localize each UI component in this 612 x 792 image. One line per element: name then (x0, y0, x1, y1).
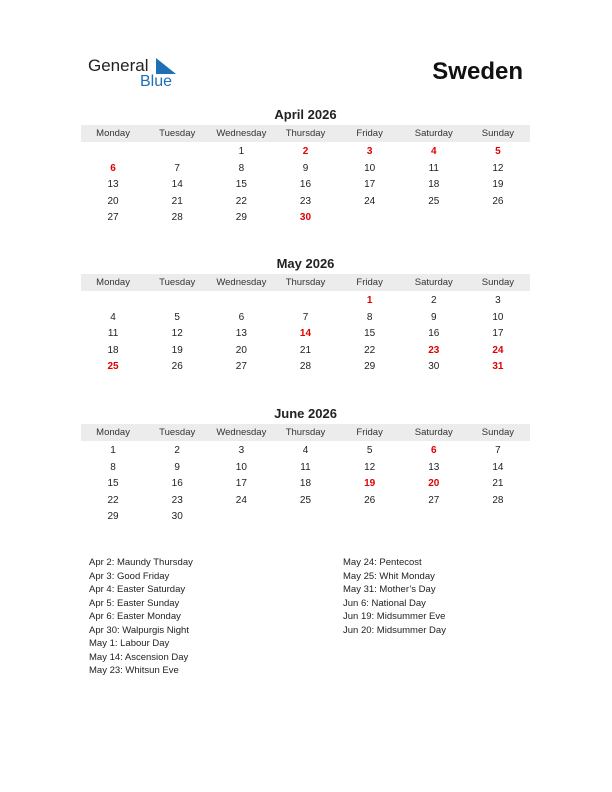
day-cell: 19 (492, 179, 504, 191)
day-cell: 16 (428, 328, 440, 340)
weekday-label: Wednesday (216, 128, 267, 139)
day-cell: 10 (235, 461, 247, 473)
holiday-item: Apr 30: Walpurgis Night (89, 624, 189, 636)
day-cell: 8 (238, 162, 245, 174)
generalblue-logo (88, 56, 188, 92)
day-cell: 17 (492, 328, 504, 340)
weekday-header (81, 125, 530, 142)
day-cell: 7 (174, 162, 180, 174)
day-cell: 25 (107, 361, 119, 373)
day-cell: 28 (299, 361, 312, 373)
day-cell: 18 (107, 344, 119, 356)
weekday-label: Saturday (414, 427, 453, 438)
day-cell: 23 (428, 344, 440, 356)
weekday-label: Monday (96, 128, 130, 139)
day-cell: 15 (107, 478, 119, 490)
weekday-label: Wednesday (216, 277, 267, 288)
day-cell: 2 (174, 445, 180, 456)
day-cell: 5 (366, 445, 373, 456)
weekday-header (81, 274, 530, 291)
holiday-list-left (89, 556, 193, 678)
holiday-item: Apr 2: Maundy Thursday (89, 557, 193, 568)
day-cell: 25 (299, 494, 312, 506)
day-cell (338, 210, 402, 227)
day-cell: 3 (366, 146, 373, 157)
holiday-item: Jun 20: Midsummer Day (343, 624, 446, 636)
day-cell: 12 (492, 162, 504, 174)
country-title: Sweden (432, 58, 523, 85)
month-june (81, 406, 530, 526)
weekday-header (81, 424, 530, 441)
week-row (81, 144, 530, 161)
day-cell (209, 293, 273, 310)
day-cell: 13 (428, 461, 440, 473)
month-title: May 2026 (276, 256, 335, 271)
day-cell: 24 (364, 195, 376, 207)
day-cell: 10 (492, 311, 504, 323)
day-cell: 24 (492, 344, 504, 356)
week-row (81, 210, 530, 227)
day-cell: 2 (302, 146, 309, 157)
holiday-item: Apr 5: Easter Sunday (89, 597, 180, 609)
day-cell (209, 509, 273, 526)
day-cell: 8 (110, 461, 116, 473)
logo-general-text: General (88, 56, 149, 75)
day-cell (81, 293, 145, 310)
week-row (81, 443, 530, 460)
holiday-item: Apr 4: Easter Saturday (89, 584, 186, 595)
month-april (81, 107, 530, 227)
day-cell: 2 (430, 295, 437, 306)
day-cell: 18 (299, 478, 312, 490)
day-cell (402, 509, 466, 526)
day-cell: 25 (428, 195, 440, 207)
day-cell: 24 (235, 494, 247, 506)
holiday-item: May 14: Ascension Day (89, 651, 189, 663)
day-cell: 31 (492, 361, 504, 373)
day-cell: 27 (428, 494, 440, 506)
day-cell: 11 (300, 461, 311, 473)
day-cell: 14 (492, 461, 504, 473)
weekday-label: Tuesday (159, 427, 196, 438)
day-cell: 13 (235, 328, 247, 340)
day-cell: 4 (302, 445, 309, 456)
weekday-label: Tuesday (159, 128, 196, 139)
day-cell: 28 (492, 494, 504, 506)
day-cell: 28 (171, 212, 183, 224)
day-cell: 21 (171, 195, 183, 207)
day-cell: 19 (364, 478, 376, 490)
weekday-label: Friday (356, 277, 383, 288)
day-cell: 30 (428, 361, 440, 373)
weekday-label: Sunday (481, 277, 515, 288)
day-cell: 29 (235, 212, 247, 224)
weekday-label: Thursday (285, 427, 326, 438)
holiday-item: May 1: Labour Day (89, 638, 170, 649)
day-cell: 27 (235, 361, 247, 373)
month-may (81, 256, 530, 376)
day-cell: 1 (110, 445, 116, 456)
day-cell: 6 (238, 311, 245, 323)
week-row (81, 493, 530, 510)
day-cell: 9 (174, 461, 180, 473)
day-cell: 29 (364, 361, 376, 373)
day-cell: 9 (430, 311, 437, 323)
logo-triangle-icon (156, 58, 176, 74)
month-title: June 2026 (274, 406, 337, 421)
day-cell: 13 (107, 179, 119, 191)
week-row (81, 161, 530, 178)
day-cell: 17 (235, 478, 247, 490)
holiday-item: May 23: Whitsun Eve (89, 665, 179, 676)
month-title: April 2026 (274, 107, 337, 122)
day-cell: 22 (235, 195, 247, 207)
week-row (81, 460, 530, 477)
day-cell: 23 (171, 494, 183, 506)
day-cell: 8 (366, 311, 373, 323)
week-row (81, 310, 530, 327)
day-cell: 23 (299, 195, 312, 207)
day-cell: 26 (492, 195, 504, 207)
weekday-label: Thursday (285, 277, 326, 288)
day-cell: 3 (238, 445, 245, 456)
day-cell: 4 (430, 146, 437, 157)
day-cell: 16 (171, 478, 183, 490)
day-cell (466, 210, 530, 227)
logo-blue-text: Blue (140, 73, 173, 90)
day-cell: 26 (171, 361, 183, 373)
day-cell (338, 509, 402, 526)
weekday-label: Sunday (481, 128, 515, 139)
day-cell: 3 (495, 295, 501, 306)
weekday-label: Friday (356, 128, 383, 139)
holiday-item: Jun 6: National Day (343, 597, 426, 609)
day-cell (273, 293, 337, 310)
day-cell (466, 509, 530, 526)
day-cell (145, 293, 209, 310)
day-cell: 7 (495, 445, 501, 456)
day-cell: 15 (235, 179, 247, 191)
day-cell: 12 (364, 461, 376, 473)
holiday-item: May 24: Pentecost (343, 557, 422, 568)
weekday-label: Sunday (481, 427, 515, 438)
week-row (81, 194, 530, 211)
day-cell: 11 (107, 328, 119, 340)
day-cell (273, 509, 337, 526)
holiday-item: Jun 19: Midsummer Eve (343, 611, 446, 622)
week-row (81, 293, 530, 310)
weekday-label: Monday (96, 277, 130, 288)
holiday-item: Apr 3: Good Friday (89, 570, 170, 582)
day-cell: 22 (107, 494, 119, 506)
week-row (81, 326, 530, 343)
day-cell: 5 (495, 146, 501, 157)
weekday-label: Saturday (414, 277, 453, 288)
day-cell: 20 (235, 344, 247, 356)
weekday-label: Saturday (414, 128, 453, 139)
day-cell: 11 (428, 162, 439, 174)
day-cell: 21 (299, 344, 312, 356)
day-cell (402, 210, 466, 227)
day-cell: 1 (238, 146, 245, 157)
weekday-label: Friday (356, 427, 383, 438)
day-cell: 6 (430, 445, 437, 456)
day-cell: 5 (174, 311, 180, 323)
day-cell: 21 (492, 478, 504, 490)
day-cell: 9 (302, 162, 309, 174)
week-row (81, 476, 530, 493)
day-cell: 7 (302, 311, 309, 323)
weekday-label: Monday (96, 427, 130, 438)
day-cell (145, 144, 209, 161)
day-cell: 14 (299, 328, 312, 340)
day-cell: 14 (171, 179, 183, 191)
holiday-item: May 25: Whit Monday (343, 570, 435, 582)
weekday-label: Thursday (285, 128, 326, 139)
day-cell: 19 (171, 344, 183, 356)
day-cell: 30 (171, 511, 183, 523)
day-cell: 10 (364, 162, 376, 174)
day-cell: 4 (110, 311, 116, 323)
day-cell: 20 (107, 195, 119, 207)
weekday-label: Wednesday (216, 427, 267, 438)
day-cell (81, 144, 145, 161)
week-row (81, 177, 530, 194)
holiday-item: May 31: Mother’s Day (343, 584, 436, 595)
day-cell: 26 (364, 494, 376, 506)
day-cell: 29 (107, 511, 119, 523)
day-cell: 30 (299, 212, 312, 224)
day-cell: 12 (171, 328, 183, 340)
week-row (81, 359, 530, 376)
week-row (81, 509, 530, 526)
day-cell: 27 (107, 212, 119, 224)
day-cell: 1 (366, 295, 373, 306)
day-cell: 20 (428, 478, 440, 490)
day-cell: 15 (364, 328, 376, 340)
weekday-label: Tuesday (159, 277, 196, 288)
day-cell: 16 (299, 179, 312, 191)
day-cell: 18 (428, 179, 440, 191)
day-cell: 6 (110, 162, 116, 174)
day-cell: 22 (364, 344, 376, 356)
holiday-item: Apr 6: Easter Monday (89, 611, 181, 622)
holiday-list-right (343, 556, 446, 637)
day-cell: 17 (364, 179, 376, 191)
week-row (81, 343, 530, 360)
